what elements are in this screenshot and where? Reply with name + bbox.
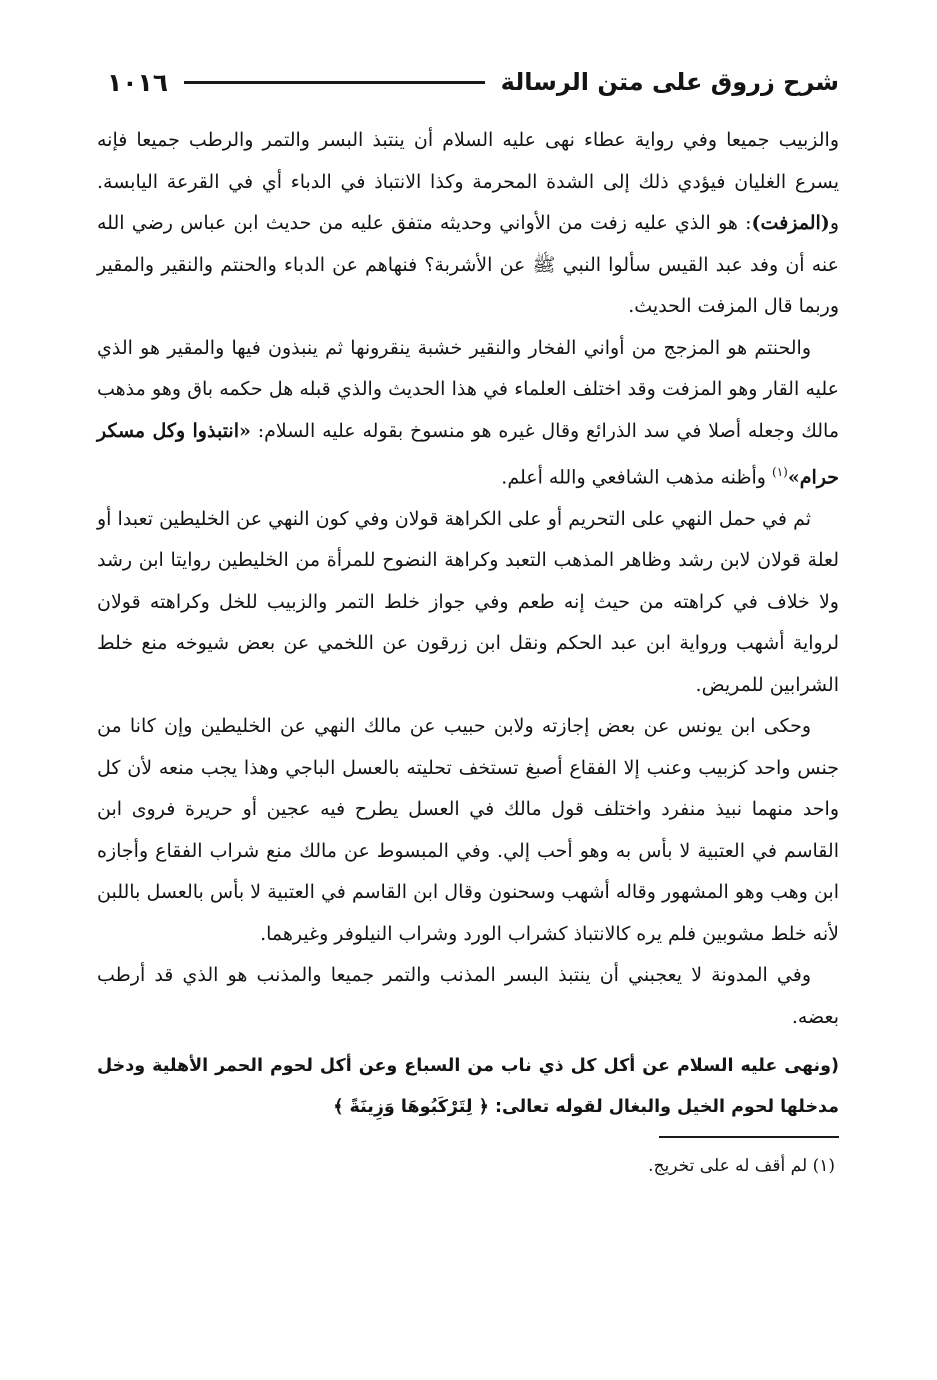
paragraph-text: : هو الذي عليه زفت من الأواني وحديثه متفق عليه من حديث ابن عباس رضي الله عنه أن وفد عبد القيس سألوا النبي ﷺ عن الأشربة؟ فنهاهم عن الدباء والحنتم والنقير والمقير وربما قال المزفت الحديث. xyxy=(97,212,839,317)
header-rule xyxy=(184,81,485,84)
paragraph-3: ثم في حمل النهي على التحريم أو على الكراهة قولان وفي كون النهي عن الخليطين تعبدا أو لعلة قولان لابن رشد وظاهر المذهب التعبد وكراهة النضوح للمرأة من الخليطين روايتا ابن رشد ولا خلاف في كراهته من حيث إنه طعم وفي جواز خلط التمر والزبيب للخل وكراهته قولان لرواية أشهب ورواية ابن عبد الحكم ونقل ابن زرقون عن اللخمي عن بعض شيوخه منع خلط الشرابين للمريض. xyxy=(97,507,839,696)
page-header xyxy=(97,62,839,102)
footnote-marker[interactable]: (١) xyxy=(772,465,788,479)
paragraph-text: والحنتم هو المزجج من أواني الفخار والنقير خشبة ينقرونها ثم ينبذون فيها والمقير هو الذي عليه القار وهو المزفت وقد اختلف العلماء في هذا الحديث والذي قبله هل حكمه باق وهو مذهب مالك وجعله أصلا في سد الذرائع وقال غيره هو منسوخ بقوله عليه السلام: xyxy=(97,336,840,442)
page-number: ١٠١٦ xyxy=(107,67,169,97)
paragraph-1 xyxy=(97,120,839,328)
paragraph-2 xyxy=(97,328,839,499)
hadith-quote: «انتبذوا وكل مسكر حرام» xyxy=(97,419,839,489)
paragraph-5: وفي المدونة لا يعجبني أن ينتبذ البسر المذنب والتمر جميعا والمذنب هو الذي قد أرطب بعضه. xyxy=(97,964,839,1028)
paragraph-4: وحكى ابن يونس عن بعض إجازته ولابن حبيب عن مالك النهي عن الخليطين وإن كانا من جنس واحد كزبيب وعنب إلا الفقاع أصبغ تستخف تحليته بالعسل الباجي وهذا يجب منعه لأن كل واحد منهما نبيذ منفرد واختلف قول مالك في العسل يطرح فيه عجين أو حريرة فروى ابن القاسم في العتبية لا بأس به وهو أحب إلي. وفي المبسوط عن مالك منع شراب الفقاع وأجازه ابن وهب وهو المشهور وقاله أشهب وسحنون وقال ابن القاسم في العتبية لا بأس بالعسل باللبن لأنه خلط مشوبين فلم يره كالانتباذ كشراب الورد وشراب النيلوفر وغيرهما. xyxy=(97,715,839,945)
footnote-rule xyxy=(659,1136,839,1138)
matn-text: (ونهى عليه السلام عن أكل كل ذي ناب من السباع وعن أكل لحوم الحمر الأهلية ودخل مدخلها لحوم الخيل والبغال لقوله تعالى: ﴿ لِتَرْكَبُوهَا وَزِينَةً ﴾ xyxy=(97,1056,839,1118)
paragraph-text: والزبيب جميعا وفي رواية عطاء نهى عليه السلام أن ينتبذ البسر والتمر والرطب جميعا فإنه يسرع الغليان فيؤدي ذلك إلى الشدة المحرمة وكذا الانتباذ في الدباء أي في القرعة اليابسة. و xyxy=(97,129,839,234)
footnote-text: لم أقف له على تخريج. xyxy=(648,1156,808,1177)
term-muzaffat: (المزفت) xyxy=(751,212,830,234)
body-text xyxy=(97,120,839,1038)
page xyxy=(97,62,839,1180)
paragraph-text: وأظنه مذهب الشافعي والله أعلم. xyxy=(501,466,773,489)
footnote xyxy=(97,1152,839,1180)
footnote-number: (١) xyxy=(812,1156,835,1177)
book-title: شرح زروق على متن الرسالة xyxy=(500,68,839,96)
